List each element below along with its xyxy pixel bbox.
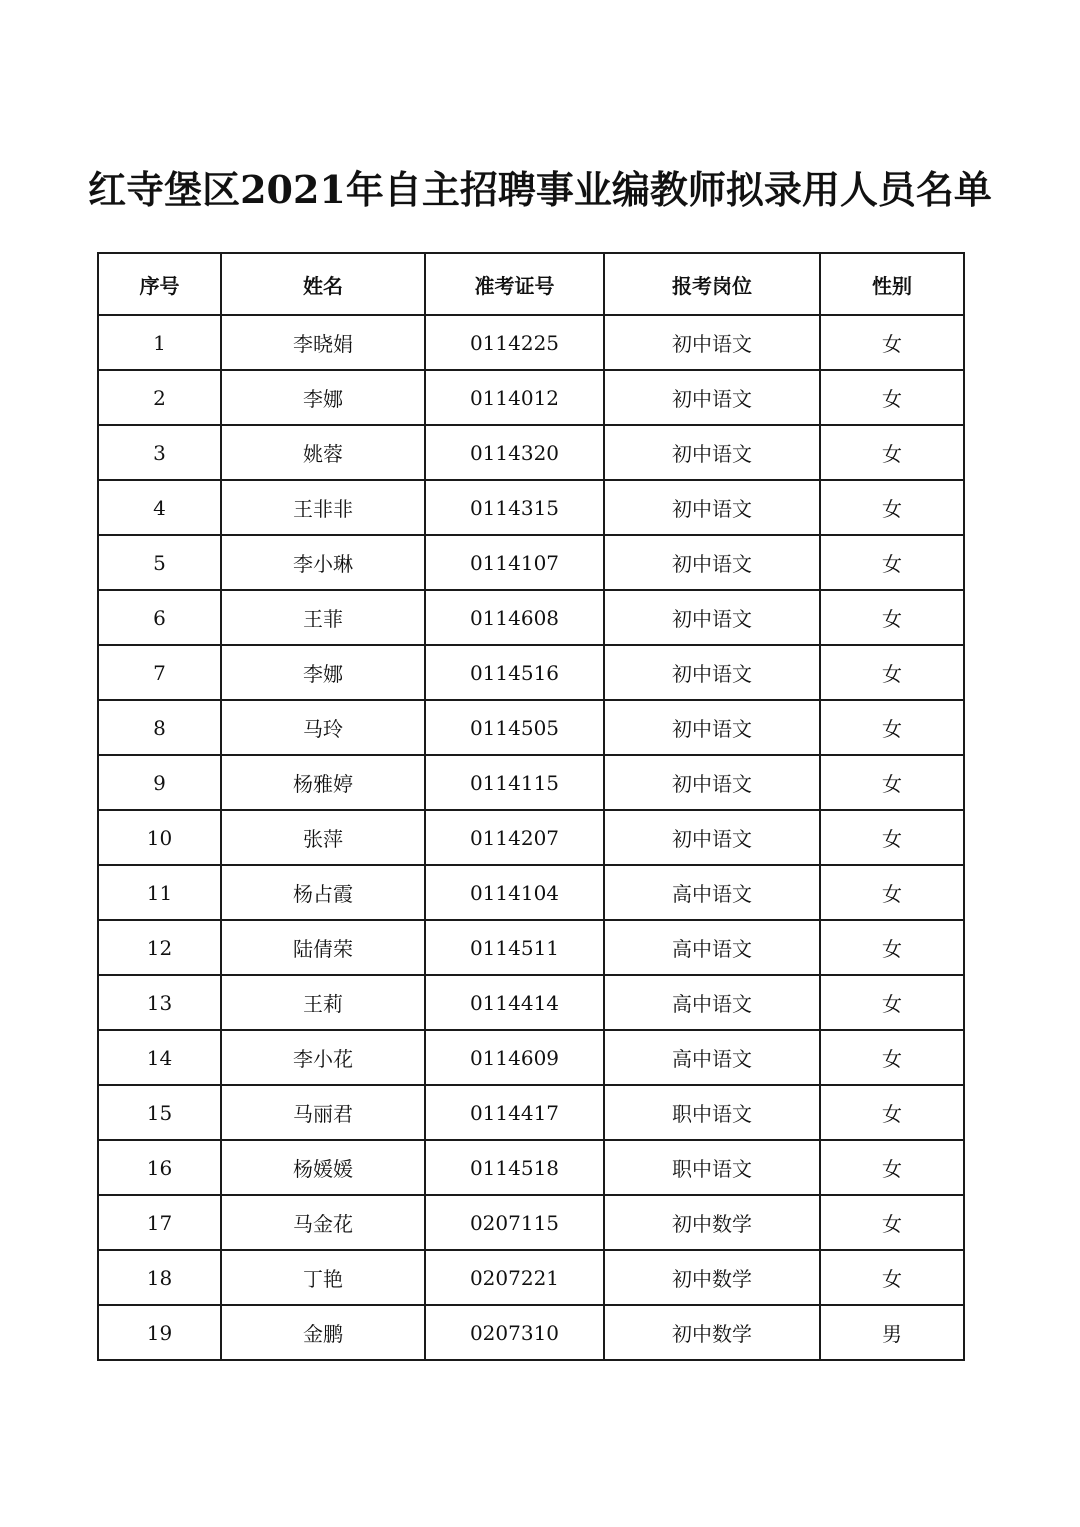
- table-row: [98, 425, 964, 480]
- cell-position: 初中数学: [604, 1250, 820, 1305]
- cell-position: 初中语文: [604, 535, 820, 590]
- table-row: [98, 370, 964, 425]
- cell-position: 初中语文: [604, 700, 820, 755]
- cell-ticket-number: 0114417: [425, 1085, 604, 1140]
- cell-name: 王非非: [221, 480, 425, 535]
- cell-ticket-number: 0207115: [425, 1195, 604, 1250]
- cell-name: 丁艳: [221, 1250, 425, 1305]
- cell-index: 5: [98, 535, 221, 590]
- cell-gender: 女: [820, 755, 964, 810]
- cell-ticket-number: 0114115: [425, 755, 604, 810]
- cell-gender: 女: [820, 865, 964, 920]
- cell-gender: 女: [820, 315, 964, 370]
- cell-ticket-number: 0114608: [425, 590, 604, 645]
- cell-index: 9: [98, 755, 221, 810]
- cell-gender: 女: [820, 700, 964, 755]
- cell-ticket-number: 0114315: [425, 480, 604, 535]
- table-row: [98, 590, 964, 645]
- table-row: [98, 1305, 964, 1360]
- cell-index: 12: [98, 920, 221, 975]
- cell-position: 初中语文: [604, 810, 820, 865]
- table-row: [98, 920, 964, 975]
- cell-gender: 女: [820, 920, 964, 975]
- table-row: [98, 865, 964, 920]
- table-row: [98, 700, 964, 755]
- cell-position: 初中语文: [604, 315, 820, 370]
- cell-ticket-number: 0114516: [425, 645, 604, 700]
- cell-name: 马丽君: [221, 1085, 425, 1140]
- cell-index: 18: [98, 1250, 221, 1305]
- cell-position: 高中语文: [604, 975, 820, 1030]
- cell-index: 7: [98, 645, 221, 700]
- cell-ticket-number: 0114511: [425, 920, 604, 975]
- cell-name: 金鹏: [221, 1305, 425, 1360]
- header-row: [98, 253, 964, 315]
- cell-position: 初中数学: [604, 1305, 820, 1360]
- cell-name: 王菲: [221, 590, 425, 645]
- cell-index: 8: [98, 700, 221, 755]
- cell-gender: 女: [820, 370, 964, 425]
- header-index: 序号: [98, 253, 221, 315]
- table-row: [98, 1085, 964, 1140]
- cell-ticket-number: 0114225: [425, 315, 604, 370]
- cell-ticket-number: 0207221: [425, 1250, 604, 1305]
- cell-index: 10: [98, 810, 221, 865]
- cell-position: 初中语文: [604, 645, 820, 700]
- cell-ticket-number: 0114107: [425, 535, 604, 590]
- cell-ticket-number: 0114012: [425, 370, 604, 425]
- cell-gender: 男: [820, 1305, 964, 1360]
- table-row: [98, 315, 964, 370]
- cell-name: 陆倩荣: [221, 920, 425, 975]
- table-row: [98, 480, 964, 535]
- table-row: [98, 1250, 964, 1305]
- cell-position: 初中数学: [604, 1195, 820, 1250]
- cell-ticket-number: 0114207: [425, 810, 604, 865]
- cell-ticket-number: 0114505: [425, 700, 604, 755]
- cell-index: 19: [98, 1305, 221, 1360]
- cell-name: 杨占霞: [221, 865, 425, 920]
- cell-gender: 女: [820, 480, 964, 535]
- cell-gender: 女: [820, 590, 964, 645]
- header-gender: 性别: [820, 253, 964, 315]
- cell-position: 初中语文: [604, 425, 820, 480]
- table-row: [98, 1030, 964, 1085]
- cell-position: 高中语文: [604, 865, 820, 920]
- cell-gender: 女: [820, 535, 964, 590]
- cell-gender: 女: [820, 1085, 964, 1140]
- cell-index: 14: [98, 1030, 221, 1085]
- cell-gender: 女: [820, 1140, 964, 1195]
- document-title: 红寺堡区2021年自主招聘事业编教师拟录用人员名单: [88, 167, 992, 212]
- table-row: [98, 755, 964, 810]
- table-row: [98, 1195, 964, 1250]
- cell-ticket-number: 0207310: [425, 1305, 604, 1360]
- header-ticket-number: 准考证号: [425, 253, 604, 315]
- cell-position: 职中语文: [604, 1085, 820, 1140]
- cell-position: 初中语文: [604, 480, 820, 535]
- roster-table: [97, 252, 965, 1361]
- cell-name: 杨媛媛: [221, 1140, 425, 1195]
- table-row: [98, 1140, 964, 1195]
- cell-gender: 女: [820, 645, 964, 700]
- cell-name: 李娜: [221, 370, 425, 425]
- cell-position: 初中语文: [604, 370, 820, 425]
- cell-position: 初中语文: [604, 590, 820, 645]
- cell-name: 杨雅婷: [221, 755, 425, 810]
- cell-index: 15: [98, 1085, 221, 1140]
- cell-index: 11: [98, 865, 221, 920]
- cell-ticket-number: 0114414: [425, 975, 604, 1030]
- header-position: 报考岗位: [604, 253, 820, 315]
- cell-gender: 女: [820, 1195, 964, 1250]
- cell-ticket-number: 0114104: [425, 865, 604, 920]
- cell-name: 马金花: [221, 1195, 425, 1250]
- cell-gender: 女: [820, 975, 964, 1030]
- cell-index: 3: [98, 425, 221, 480]
- cell-index: 13: [98, 975, 221, 1030]
- table-row: [98, 810, 964, 865]
- cell-position: 初中语文: [604, 755, 820, 810]
- cell-name: 姚蓉: [221, 425, 425, 480]
- cell-name: 李晓娟: [221, 315, 425, 370]
- cell-index: 1: [98, 315, 221, 370]
- cell-index: 6: [98, 590, 221, 645]
- cell-index: 16: [98, 1140, 221, 1195]
- cell-position: 高中语文: [604, 1030, 820, 1085]
- cell-gender: 女: [820, 1250, 964, 1305]
- cell-name: 张萍: [221, 810, 425, 865]
- table-body: [98, 315, 964, 1360]
- cell-name: 李小花: [221, 1030, 425, 1085]
- cell-ticket-number: 0114609: [425, 1030, 604, 1085]
- cell-position: 高中语文: [604, 920, 820, 975]
- cell-ticket-number: 0114320: [425, 425, 604, 480]
- cell-index: 17: [98, 1195, 221, 1250]
- table-row: [98, 975, 964, 1030]
- cell-ticket-number: 0114518: [425, 1140, 604, 1195]
- cell-gender: 女: [820, 1030, 964, 1085]
- table-row: [98, 645, 964, 700]
- cell-position: 职中语文: [604, 1140, 820, 1195]
- cell-name: 王莉: [221, 975, 425, 1030]
- cell-name: 马玲: [221, 700, 425, 755]
- cell-index: 4: [98, 480, 221, 535]
- table-row: [98, 535, 964, 590]
- cell-gender: 女: [820, 810, 964, 865]
- cell-index: 2: [98, 370, 221, 425]
- table-header: [98, 253, 964, 315]
- cell-gender: 女: [820, 425, 964, 480]
- cell-name: 李小琳: [221, 535, 425, 590]
- cell-name: 李娜: [221, 645, 425, 700]
- header-name: 姓名: [221, 253, 425, 315]
